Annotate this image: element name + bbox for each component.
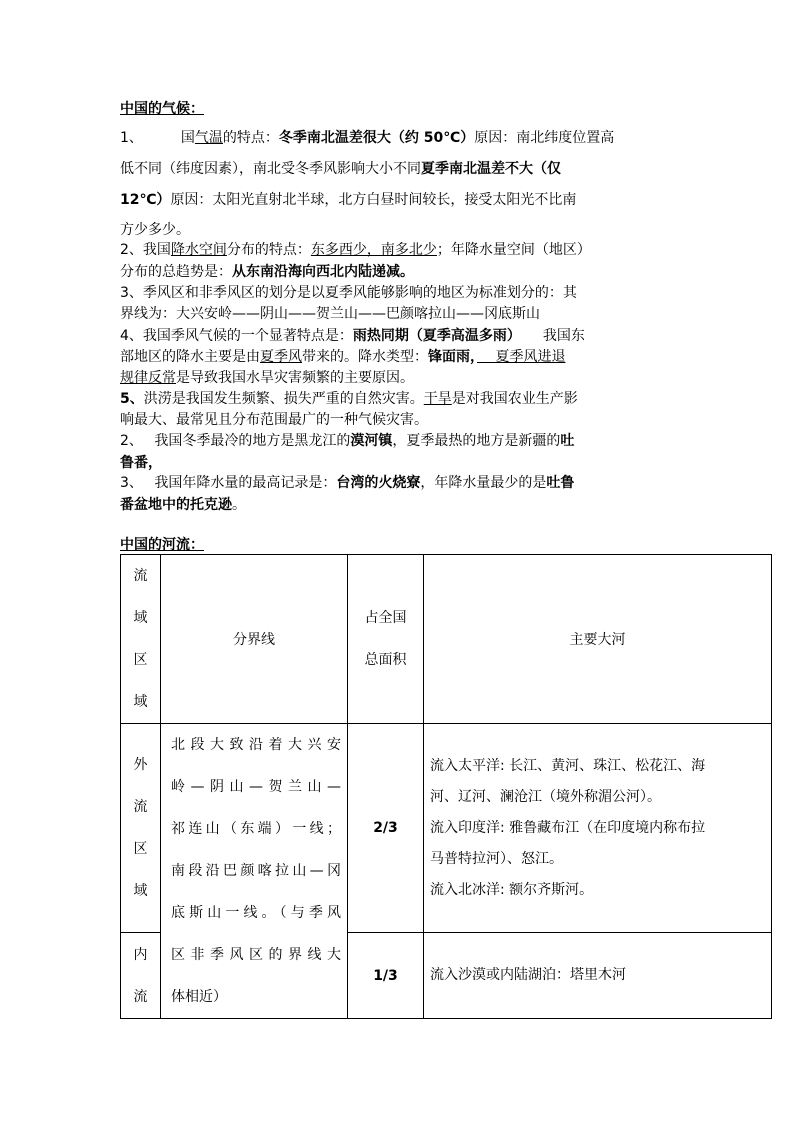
header-line: 占全国 [364, 610, 407, 626]
outer-rivers-cell [424, 724, 772, 933]
header-main-rivers-cell: 主要大河 [424, 555, 772, 724]
outer-region-cell [121, 724, 161, 933]
bold-text: 吐鲁 [546, 475, 575, 491]
climate-heading: 中国的气候： [120, 101, 204, 117]
rivers-heading: 中国的河流： [120, 537, 204, 553]
bold-text: 漠河镇 [350, 433, 393, 449]
region-char: 区 [133, 841, 148, 858]
bold-text: 从东南沿海向西北内陆递减。 [232, 264, 414, 280]
text: 洪涝是我国发生频繁、损失严重的自然灾害。 [143, 391, 424, 407]
text: ；年降水量空间（地区） [436, 242, 591, 258]
boundary-line: 北段大致沿着大兴安 [171, 737, 341, 753]
header-line: 总面积 [364, 652, 407, 668]
climate-item-5-line-2 [120, 410, 678, 431]
climate-item-3-line-2 [120, 304, 678, 325]
river-line: 流入印度洋: 雅鲁藏布江（在印度境内称布拉 [430, 819, 706, 836]
bold-text: 番盆地中的托克逊 [120, 497, 232, 513]
table-row-outer [121, 724, 772, 933]
climate-item-2-line-2 [120, 262, 678, 283]
text: 是对我国农业生产影 [451, 391, 578, 407]
climate-item-3-line-1 [120, 283, 678, 304]
inner-region-cell [121, 933, 161, 1019]
bold-text: 台湾的火烧寮 [336, 475, 421, 491]
climate-item-6-line-1 [120, 430, 678, 452]
climate-item-4-line-3 [120, 368, 678, 389]
climate-item-1-line-4 [120, 219, 678, 241]
climate-item-1-line-3 [120, 189, 678, 211]
text: 分布的特点： [226, 242, 311, 258]
text: 3、季风区和非季风区的划分是以夏季风能够影响的地区为标准划分的：其 [120, 285, 577, 301]
text: 部地区的降水主要是由 [120, 349, 260, 365]
climate-item-5-line-1 [120, 389, 678, 410]
climate-item-7-line-2 [120, 494, 678, 516]
text: 原因：南北纬度位置高 [474, 130, 615, 146]
underlined-text: 夏季风进退 [477, 349, 566, 365]
item-number: 1、 [120, 130, 143, 146]
climate-item-1-line-2 [120, 158, 678, 180]
climate-item-1-line-1 [120, 127, 678, 149]
text: 界线为：大兴安岭——阴山——贺兰山——巴颜喀拉山——冈底斯山 [120, 306, 540, 322]
region-char: 域 [133, 883, 148, 900]
text: ，年降水量最少的是 [420, 475, 547, 491]
text: 原因：太阳光直射北半球，北方白昼时间较长，接受太阳光不比南 [170, 192, 577, 208]
underlined-text: 气温 [194, 130, 223, 146]
underlined-text: 夏季风 [260, 349, 302, 365]
header-char: 域 [133, 694, 148, 710]
bold-text: 雨热同期（夏季高温多雨） [352, 328, 521, 344]
header-char: 区 [133, 652, 148, 668]
text: 方少多少。 [120, 222, 190, 238]
region-char: 内 [133, 946, 148, 963]
boundary-line: 区非季风区的界线大 [171, 947, 341, 963]
river-line: 马普特拉河）、怒江。 [430, 850, 563, 867]
region-char: 外 [133, 757, 148, 774]
text: 我国东 [542, 328, 585, 344]
bold-text: 夏季南北温差不大（仅 [421, 161, 561, 177]
river-line: 流入北冰洋: 额尔齐斯河。 [430, 881, 594, 898]
outer-share-cell: 2/3 [348, 724, 424, 933]
text: 2、 我国冬季最冷的地方是黑龙江的 [120, 433, 351, 449]
header-region-cell [121, 555, 161, 724]
boundary-line: 岭—阴山—贺兰山— [171, 779, 341, 795]
boundary-line: 底斯山一线。（与季风 [171, 905, 341, 921]
climate-item-7-line-1 [120, 472, 678, 494]
text: 。 [232, 497, 246, 513]
text: 2、我国 [120, 242, 171, 258]
boundary-line: 祁连山（东端）一线； [171, 821, 341, 837]
text: 国 [180, 130, 195, 146]
inner-rivers-cell [424, 933, 772, 1019]
header-share-cell [348, 555, 424, 724]
river-line: 流入沙漠或内陆湖泊：塔里木河 [430, 967, 626, 984]
bold-text: 鲁番， [120, 455, 162, 471]
header-boundary-cell: 分界线 [161, 555, 348, 724]
bold-text: 12℃） [120, 192, 171, 208]
text: 带来的。降水类型： [302, 349, 428, 365]
boundary-line: 体相近） [171, 989, 227, 1005]
bold-text: 5、 [120, 391, 144, 407]
underlined-text: 降水空间 [170, 242, 227, 258]
text: 3、 我国年降水量的最高记录是： [120, 475, 337, 491]
text: 是导致我国水旱灾害频繁的主要原因。 [176, 370, 414, 386]
table-header-row [121, 555, 772, 724]
climate-item-4-line-1 [120, 326, 678, 347]
underlined-text: 东多西少，南多北少 [310, 242, 437, 258]
text: ，夏季最热的地方是新疆的 [392, 433, 561, 449]
text: 分布的总趋势是： [120, 264, 232, 280]
text: 响最大、最常见且分布范围最广的一种气候灾害。 [120, 412, 428, 428]
text: 低不同（纬度因素），南北受冬季风影响大小不同 [120, 161, 421, 177]
underlined-text: 规律反常 [120, 370, 176, 386]
header-char: 域 [133, 610, 148, 626]
bold-text: 吐 [560, 433, 575, 449]
text: 4、我国季风气候的一个显著特点是： [120, 328, 353, 344]
bold-text: 冬季南北温差很大（约 50℃） [278, 130, 475, 146]
inner-share-cell: 1/3 [348, 933, 424, 1019]
text: 的特点： [222, 130, 279, 146]
header-char: 流 [133, 568, 148, 584]
climate-item-6-line-2 [120, 452, 678, 474]
climate-item-2-line-1 [120, 240, 678, 261]
river-line: 流入太平洋: 长江、黄河、珠江、松花江、海 [430, 757, 706, 774]
boundary-cell [161, 724, 348, 1019]
climate-item-4-line-2 [120, 347, 678, 368]
boundary-line: 南段沿巴颜喀拉山—冈 [171, 863, 341, 879]
region-char: 流 [133, 799, 148, 816]
region-char: 流 [133, 988, 148, 1005]
river-line: 河、辽河、澜沧江（境外称湄公河）。 [430, 788, 661, 805]
rivers-table [120, 554, 772, 1019]
bold-text: 锋面雨， [428, 349, 477, 365]
underlined-text: 干旱 [423, 391, 452, 407]
